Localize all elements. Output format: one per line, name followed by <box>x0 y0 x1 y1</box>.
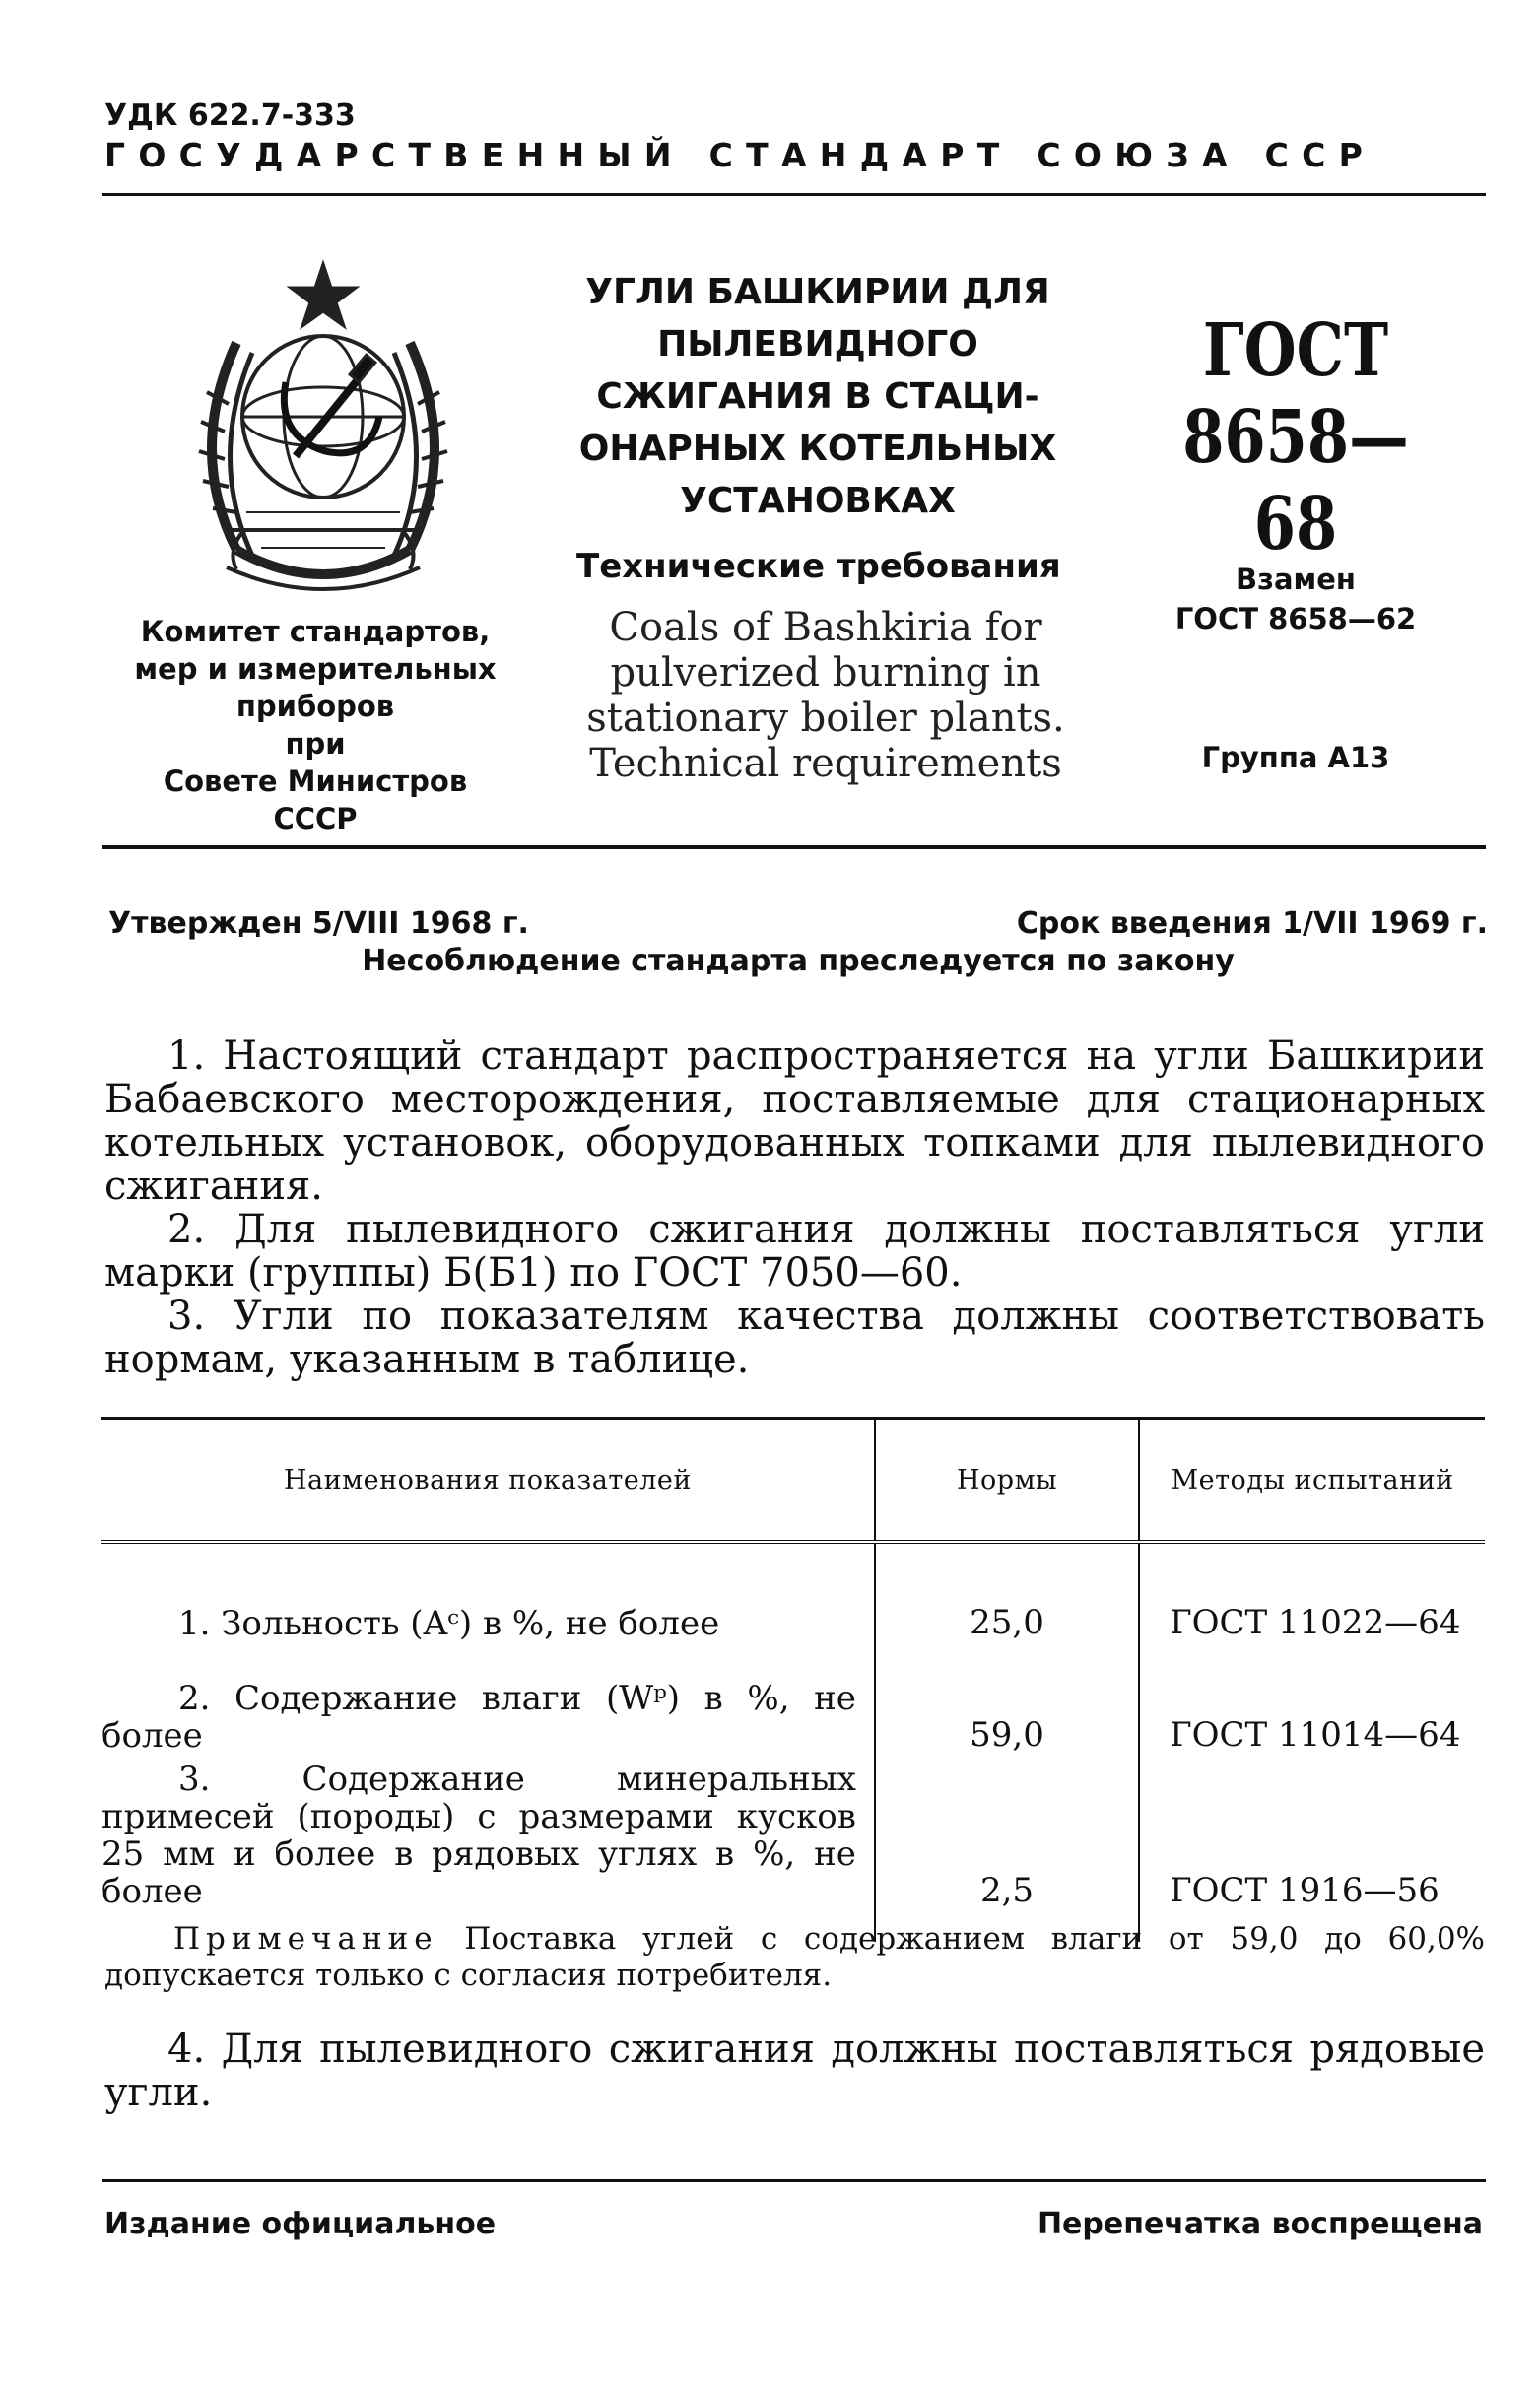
paragraph-3: 3. Угли по показателям качества должны соответствовать нормам, указанным в таблице. <box>104 1294 1485 1382</box>
table-row <box>101 1542 1485 1648</box>
row-name: 2. Содержание влаги (Wᵖ) в %, не более <box>101 1679 856 1756</box>
title-line: УГЛИ БАШКИРИИ ДЛЯ <box>585 272 1050 312</box>
row-norm: 25,0 <box>875 1542 1139 1648</box>
committee-name <box>99 613 532 837</box>
gost-number: 8658—68 <box>1182 395 1409 566</box>
row-norm: 59,0 <box>875 1648 1139 1761</box>
title-line: ПЫЛЕВИДНОГО <box>657 324 978 365</box>
paragraph-1: 1. Настоящий стандарт распространяется на угли Башкирии Бабаевского месторождения, поставляемые для стационарных котельных установок, оборудованных топками для пылевидного сжигания. <box>104 1033 1485 1209</box>
row-name: 3. Содержание минеральных примесей (породы) с размерами кусков 25 мм и более в рядовых углях в %, не более <box>101 1760 856 1911</box>
note-text: Поставка углей с содержанием влаги от 59,0 до 60,0% допускается только с согласия потребителя. <box>104 1921 1485 1993</box>
title-en-line: pulverized burning in <box>610 650 1041 696</box>
approved-date: Утвержден 5/VIII 1968 г. <box>108 906 529 941</box>
state-standard-heading: ГОСУДАРСТВЕННЫЙ СТАНДАРТ СОЮЗА ССР <box>104 136 1376 174</box>
title-en-line: Technical requirements <box>589 741 1062 786</box>
footer-rule <box>102 2179 1486 2182</box>
quality-norms-table <box>101 1417 1485 1942</box>
table-header-row <box>101 1419 1485 1543</box>
header-rule <box>102 193 1486 196</box>
gost-label: ГОСТ <box>1202 308 1389 393</box>
committee-line: мер и измерительных <box>134 652 497 686</box>
document-title-en <box>573 605 1078 786</box>
table-note <box>104 1921 1485 1994</box>
title-rule <box>102 845 1486 849</box>
title-en-line: Coals of Bashkiria for <box>609 605 1042 650</box>
group-code: Группа А13 <box>1201 741 1390 774</box>
body-paragraphs <box>104 1034 1485 1381</box>
row-name: 1. Зольность (Aᶜ) в %, не более <box>178 1604 720 1643</box>
table-row <box>101 1761 1485 1920</box>
effective-date: Срок введения 1/VII 1969 г. <box>1016 906 1488 941</box>
title-line: ОНАРНЫХ КОТЕЛЬНЫХ <box>578 429 1057 469</box>
document-title-ru <box>557 266 1079 527</box>
title-en-line: stationary boiler plants. <box>586 696 1065 741</box>
document-subtitle-ru: Технические требования <box>576 547 1061 586</box>
udk-code: УДК 622.7-333 <box>104 99 356 133</box>
title-line: УСТАНОВКАХ <box>680 481 956 521</box>
committee-line: Комитет стандартов, <box>140 615 491 648</box>
header-norm: Нормы <box>875 1419 1139 1543</box>
committee-line: Совете Министров <box>163 765 468 798</box>
note-label: Примечание <box>173 1921 438 1957</box>
body-paragraph-4 <box>104 2028 1485 2114</box>
replaces-value: ГОСТ 8658—62 <box>1174 602 1417 635</box>
header-name: Наименования показателей <box>101 1419 875 1543</box>
committee-line: при <box>285 727 346 761</box>
committee-line: СССР <box>273 802 358 835</box>
reprint-prohibited: Перепечатка воспрещена <box>1037 2207 1483 2241</box>
row-method: ГОСТ 11014—64 <box>1139 1648 1485 1761</box>
title-line: СЖИГАНИЯ В СТАЦИ- <box>596 376 1039 417</box>
replaces-label: Взамен <box>1236 563 1356 596</box>
header-method: Методы испытаний <box>1139 1419 1485 1543</box>
paragraph-2: 2. Для пылевидного сжигания должны поставляться угли марки (группы) Б(Б1) по ГОСТ 7050—60. <box>104 1207 1485 1296</box>
replaces-block <box>1148 560 1443 638</box>
row-method: ГОСТ 11022—64 <box>1139 1542 1485 1648</box>
law-note: Несоблюдение стандарта преследуется по закону <box>362 944 1235 978</box>
official-edition: Издание официальное <box>104 2207 497 2241</box>
table-row <box>101 1648 1485 1761</box>
gost-designation <box>1163 307 1430 567</box>
state-emblem-icon <box>167 254 479 599</box>
row-norm: 2,5 <box>875 1761 1139 1920</box>
paragraph-4: 4. Для пылевидного сжигания должны поставляться рядовые угли. <box>104 2027 1485 2115</box>
row-method: ГОСТ 1916—56 <box>1139 1761 1485 1920</box>
committee-line: приборов <box>235 690 395 723</box>
